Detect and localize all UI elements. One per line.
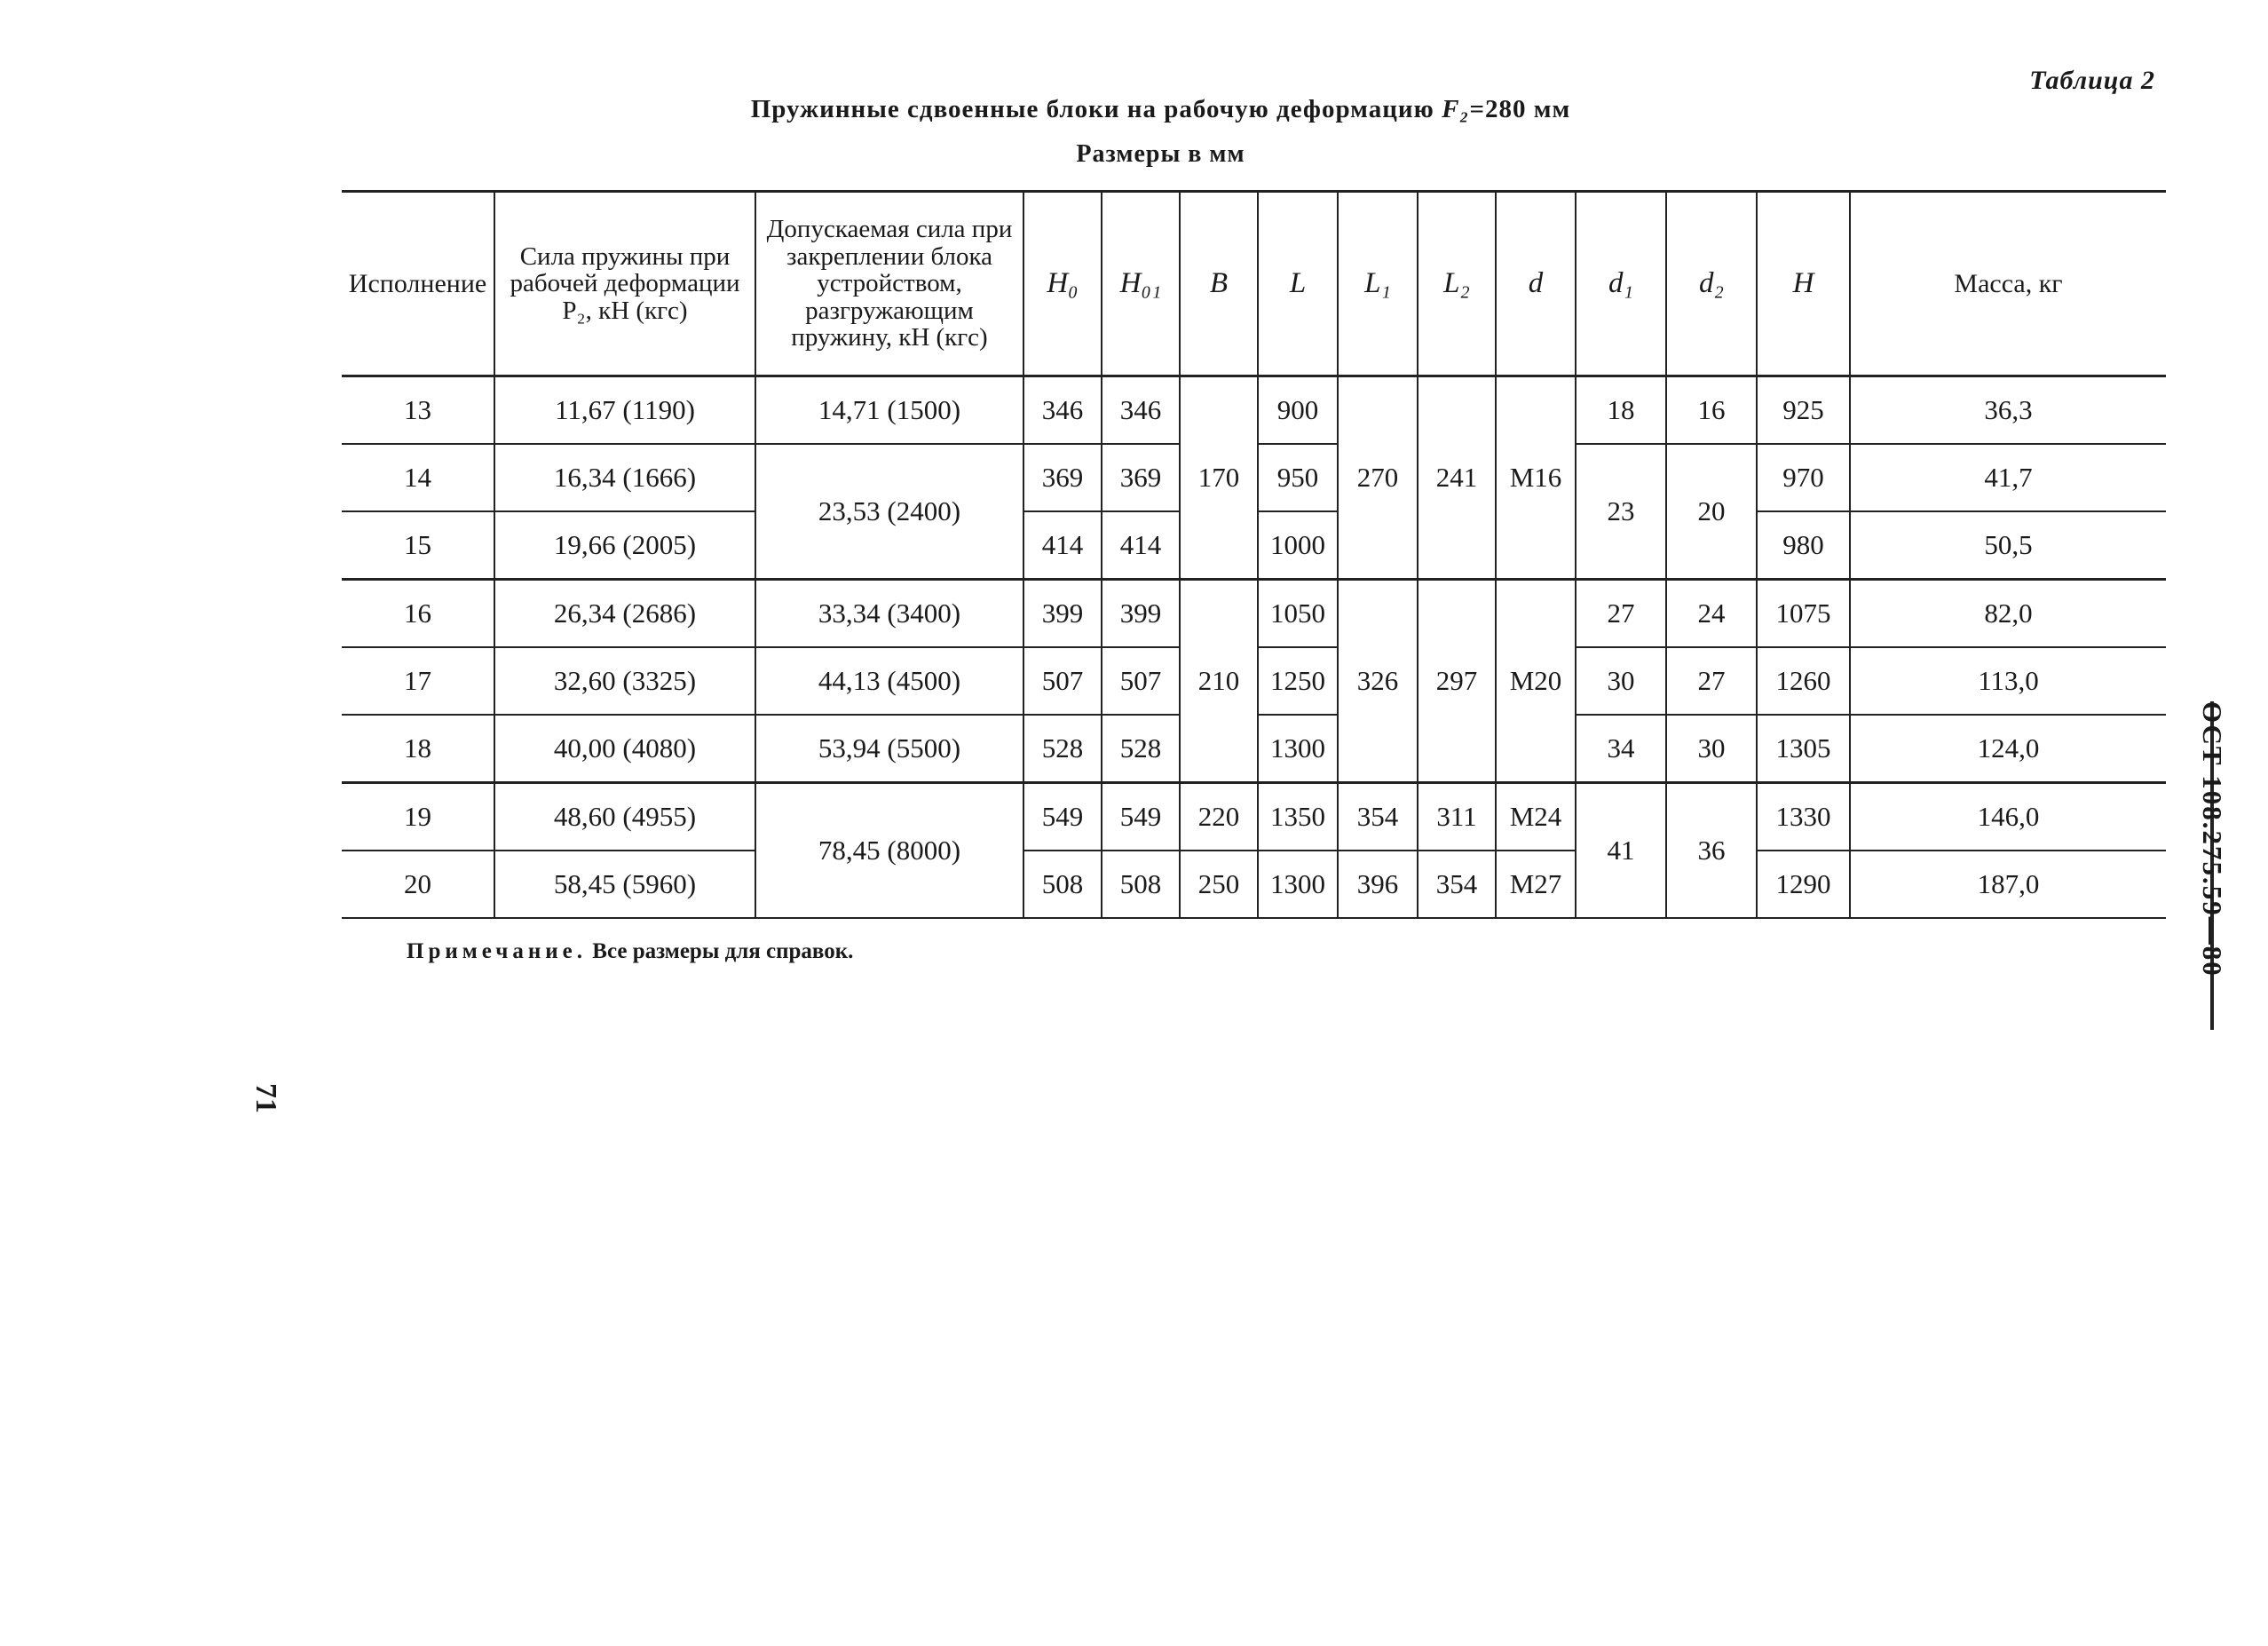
header-l2: L₂ — [1418, 192, 1496, 376]
table-note — [407, 939, 853, 964]
cell-l: 900 — [1258, 376, 1338, 445]
cell-d1: 30 — [1576, 647, 1666, 715]
cell-mass: 82,0 — [1850, 580, 2166, 648]
table-row — [342, 376, 2166, 445]
table-row — [342, 851, 2166, 918]
cell-h01: 528 — [1102, 715, 1180, 783]
cell-h01: 346 — [1102, 376, 1180, 445]
cell-d: M27 — [1496, 851, 1576, 918]
cell-b: 170 — [1180, 376, 1258, 580]
cell-h0: 528 — [1023, 715, 1102, 783]
cell-h: 1260 — [1757, 647, 1850, 715]
cell-h: 1305 — [1757, 715, 1850, 783]
cell-h0: 369 — [1023, 444, 1102, 511]
header-mass: Масса, кг — [1850, 192, 2166, 376]
cell-h0: 399 — [1023, 580, 1102, 648]
cell-l1: 396 — [1338, 851, 1418, 918]
cell-h01: 369 — [1102, 444, 1180, 511]
cell-mass: 124,0 — [1850, 715, 2166, 783]
cell-spring-force: 32,60 (3325) — [494, 647, 755, 715]
cell-h01: 414 — [1102, 511, 1180, 580]
cell-variant: 16 — [342, 580, 494, 648]
cell-d: M20 — [1496, 580, 1576, 783]
cell-variant: 15 — [342, 511, 494, 580]
cell-d2: 20 — [1666, 444, 1757, 580]
header-allowed-force: Допускаемая сила при закреплении блока устройством, разгружающим пружину, кН (кгс) — [755, 192, 1023, 376]
cell-d2: 24 — [1666, 580, 1757, 648]
cell-d1: 23 — [1576, 444, 1666, 580]
header-h0: H₀ — [1023, 192, 1102, 376]
cell-d1: 18 — [1576, 376, 1666, 445]
cell-l2: 354 — [1418, 851, 1496, 918]
cell-h0: 414 — [1023, 511, 1102, 580]
cell-spring-force: 19,66 (2005) — [494, 511, 755, 580]
cell-h0: 549 — [1023, 783, 1102, 851]
header-h01: H₀₁ — [1102, 192, 1180, 376]
header-spring-force: Сила пружины при рабочей деформации P₂, кН (кгс) — [494, 192, 755, 376]
cell-h: 1330 — [1757, 783, 1850, 851]
cell-d2: 30 — [1666, 715, 1757, 783]
cell-spring-force: 16,34 (1666) — [494, 444, 755, 511]
cell-h: 980 — [1757, 511, 1850, 580]
cell-variant: 18 — [342, 715, 494, 783]
cell-variant: 19 — [342, 783, 494, 851]
header-row — [342, 192, 2166, 376]
note-label: Примечание. — [407, 939, 588, 963]
title-symbol: F₂ — [1442, 95, 1470, 123]
header-l: L — [1258, 192, 1338, 376]
cell-l: 1250 — [1258, 647, 1338, 715]
cell-h0: 507 — [1023, 647, 1102, 715]
cell-d2: 27 — [1666, 647, 1757, 715]
cell-l2: 311 — [1418, 783, 1496, 851]
page-number: 71 — [249, 1083, 282, 1113]
cell-l1: 326 — [1338, 580, 1418, 783]
note-text: Все размеры для справок. — [587, 939, 854, 963]
cell-mass: 36,3 — [1850, 376, 2166, 445]
header-h: H — [1757, 192, 1850, 376]
cell-allowed-force: 78,45 (8000) — [755, 783, 1023, 919]
header-d: d — [1496, 192, 1576, 376]
cell-h0: 508 — [1023, 851, 1102, 918]
cell-h0: 346 — [1023, 376, 1102, 445]
header-d1: d₁ — [1576, 192, 1666, 376]
header-variant: Исполнение — [342, 192, 494, 376]
header-l1: L₁ — [1338, 192, 1418, 376]
spring-blocks-table — [342, 190, 2166, 919]
cell-l1: 270 — [1338, 376, 1418, 580]
cell-h01: 549 — [1102, 783, 1180, 851]
table-row — [342, 783, 2166, 851]
cell-variant: 13 — [342, 376, 494, 445]
cell-h: 925 — [1757, 376, 1850, 445]
cell-l: 1300 — [1258, 715, 1338, 783]
cell-l: 1050 — [1258, 580, 1338, 648]
table-subtitle: Размеры в мм — [1076, 140, 1245, 168]
cell-l: 1300 — [1258, 851, 1338, 918]
cell-variant: 17 — [342, 647, 494, 715]
cell-l: 1350 — [1258, 783, 1338, 851]
cell-spring-force: 48,60 (4955) — [494, 783, 755, 851]
cell-mass: 50,5 — [1850, 511, 2166, 580]
cell-b: 210 — [1180, 580, 1258, 783]
cell-h: 970 — [1757, 444, 1850, 511]
cell-l2: 241 — [1418, 376, 1496, 580]
cell-allowed-force: 14,71 (1500) — [755, 376, 1023, 445]
cell-l: 950 — [1258, 444, 1338, 511]
header-b: B — [1180, 192, 1258, 376]
cell-b: 220 — [1180, 783, 1258, 851]
cell-d: M24 — [1496, 783, 1576, 851]
cell-mass: 41,7 — [1850, 444, 2166, 511]
cell-variant: 14 — [342, 444, 494, 511]
cell-h01: 399 — [1102, 580, 1180, 648]
title-value: =280 мм — [1469, 95, 1571, 123]
cell-spring-force: 26,34 (2686) — [494, 580, 755, 648]
cell-l: 1000 — [1258, 511, 1338, 580]
cell-spring-force: 58,45 (5960) — [494, 851, 755, 918]
title-text: Пружинные сдвоенные блоки на рабочую деформацию — [750, 95, 1442, 123]
cell-allowed-force: 33,34 (3400) — [755, 580, 1023, 648]
cell-variant: 20 — [342, 851, 494, 918]
cell-b: 250 — [1180, 851, 1258, 918]
cell-d1: 41 — [1576, 783, 1666, 919]
cell-h01: 508 — [1102, 851, 1180, 918]
standard-code: ОСТ 108.275.59—80 — [2197, 701, 2228, 977]
cell-mass: 187,0 — [1850, 851, 2166, 918]
cell-d: M16 — [1496, 376, 1576, 580]
cell-allowed-force: 23,53 (2400) — [755, 444, 1023, 580]
cell-d2: 36 — [1666, 783, 1757, 919]
cell-mass: 146,0 — [1850, 783, 2166, 851]
cell-allowed-force: 44,13 (4500) — [755, 647, 1023, 715]
cell-h: 1075 — [1757, 580, 1850, 648]
cell-h01: 507 — [1102, 647, 1180, 715]
cell-d2: 16 — [1666, 376, 1757, 445]
cell-d1: 34 — [1576, 715, 1666, 783]
cell-allowed-force: 53,94 (5500) — [755, 715, 1023, 783]
cell-l2: 297 — [1418, 580, 1496, 783]
table-title — [0, 95, 2268, 124]
cell-spring-force: 11,67 (1190) — [494, 376, 755, 445]
table-row — [342, 580, 2166, 648]
cell-spring-force: 40,00 (4080) — [494, 715, 755, 783]
table-label: Таблица 2 — [2029, 66, 2155, 95]
header-d2: d₂ — [1666, 192, 1757, 376]
cell-d1: 27 — [1576, 580, 1666, 648]
cell-mass: 113,0 — [1850, 647, 2166, 715]
cell-h: 1290 — [1757, 851, 1850, 918]
cell-l1: 354 — [1338, 783, 1418, 851]
